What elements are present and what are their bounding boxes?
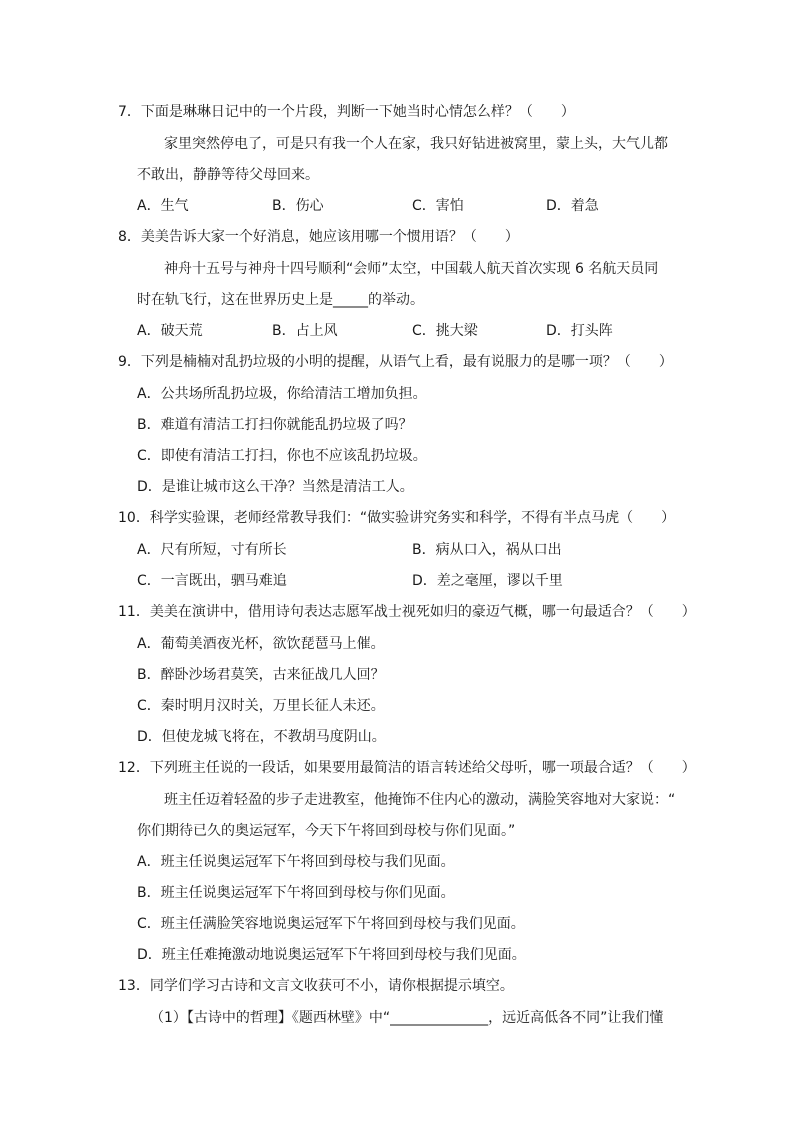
question-10-stem: 10．科学实验课，老师经常教导我们：“做实验讲究务实和科学，不得有半点马虎（ ） xyxy=(118,510,676,526)
question-8-passage-line-2: 时在轨飞行，这在世界历史上是_____的举动。 xyxy=(137,292,424,308)
question-8-option-b: B．占上风 xyxy=(272,323,338,339)
question-10-option-a: A．尺有所短，寸有所长 xyxy=(137,542,287,558)
question-9-option-b: B．难道有清洁工打扫你就能乱扔垃圾了吗？ xyxy=(137,417,413,433)
question-7-passage-line-2: 不敢出，静静等待父母回来。 xyxy=(137,167,319,183)
question-12-option-a: A．班主任说奥运冠军下午将回到母校与我们见面。 xyxy=(137,854,455,870)
question-7-option-b: B．伤心 xyxy=(272,198,324,214)
question-12-stem: 12．下列班主任说的一段话，如果要用最简洁的语言转述给父母听，哪一项最合适？（ ） xyxy=(118,760,696,776)
question-9-stem: 9．下列是楠楠对乱扔垃圾的小明的提醒，从语气上看，最有说服力的是哪一项？（ ） xyxy=(118,354,673,370)
question-12-passage-line-1: 班主任迈着轻盈的步子走进教室，他掩饰不住内心的激动，满脸笑容地对大家说：“ xyxy=(164,792,676,808)
question-7-option-d: D．着急 xyxy=(546,198,599,214)
question-8-passage-line-1: 神舟十五号与神舟十四号顺利“会师”太空，中国载人航天首次实现 6 名航天员同 xyxy=(164,261,659,277)
question-9-option-c: C．即使有清洁工打扫，你也不应该乱扔垃圾。 xyxy=(137,448,427,464)
question-8-option-d: D．打头阵 xyxy=(546,323,613,339)
question-12-option-d: D．班主任难掩激动地说奥运冠军下午将回到母校与我们见面。 xyxy=(137,947,526,963)
question-10-option-d: D．差之毫厘，谬以千里 xyxy=(412,573,563,589)
question-13-sub-1: （1）【古诗中的哲理】《题西林壁》中“______________，远近高低各不同”让我们懂 xyxy=(150,1010,664,1026)
question-7-option-c: C．害怕 xyxy=(412,198,464,214)
question-10-option-c: C．一言既出，驷马难追 xyxy=(137,573,287,589)
question-7-option-a: A．生气 xyxy=(137,198,189,214)
question-12-option-c: C．班主任满脸笑容地说奥运冠军下午将回到母校与我们见面。 xyxy=(137,916,525,932)
question-11-stem: 11．美美在演讲中，借用诗句表达志愿军战士视死如归的豪迈气概，哪一句最适合？（ ） xyxy=(118,604,696,620)
question-11-option-a: A．葡萄美酒夜光杯，欲饮琵琶马上催。 xyxy=(137,636,385,652)
question-9-option-a: A．公共场所乱扔垃圾，你给清洁工增加负担。 xyxy=(137,386,427,402)
question-7-stem: 7．下面是琳琳日记中的一个片段，判断一下她当时心情怎么样？（ ） xyxy=(118,104,575,120)
question-11-option-d: D．但使龙城飞将在，不教胡马度阴山。 xyxy=(137,729,386,745)
question-7-passage-line-1: 家里突然停电了，可是只有我一个人在家，我只好钻进被窝里，蒙上头，大气儿都 xyxy=(164,136,668,152)
question-12-option-b: B．班主任说奥运冠军下午将回到母校与你们见面。 xyxy=(137,885,455,901)
question-8-stem: 8．美美告诉大家一个好消息，她应该用哪一个惯用语？（ ） xyxy=(118,229,519,245)
question-10-option-b: B．病从口入，祸从口出 xyxy=(412,542,562,558)
question-11-option-b: B．醉卧沙场君莫笑，古来征战几人回？ xyxy=(137,667,385,683)
question-8-option-c: C．挑大梁 xyxy=(412,323,478,339)
question-13-stem: 13．同学们学习古诗和文言文收获可不小，请你根据提示填空。 xyxy=(118,978,514,994)
question-8-option-a: A．破天荒 xyxy=(137,323,203,339)
question-11-option-c: C．秦时明月汉时关，万里长征人未还。 xyxy=(137,698,385,714)
question-12-passage-line-2: 你们期待已久的奥运冠军，今天下午将回到母校与你们见面。” xyxy=(137,823,516,839)
question-9-option-d: D．是谁让城市这么干净？当然是清洁工人。 xyxy=(137,479,414,495)
